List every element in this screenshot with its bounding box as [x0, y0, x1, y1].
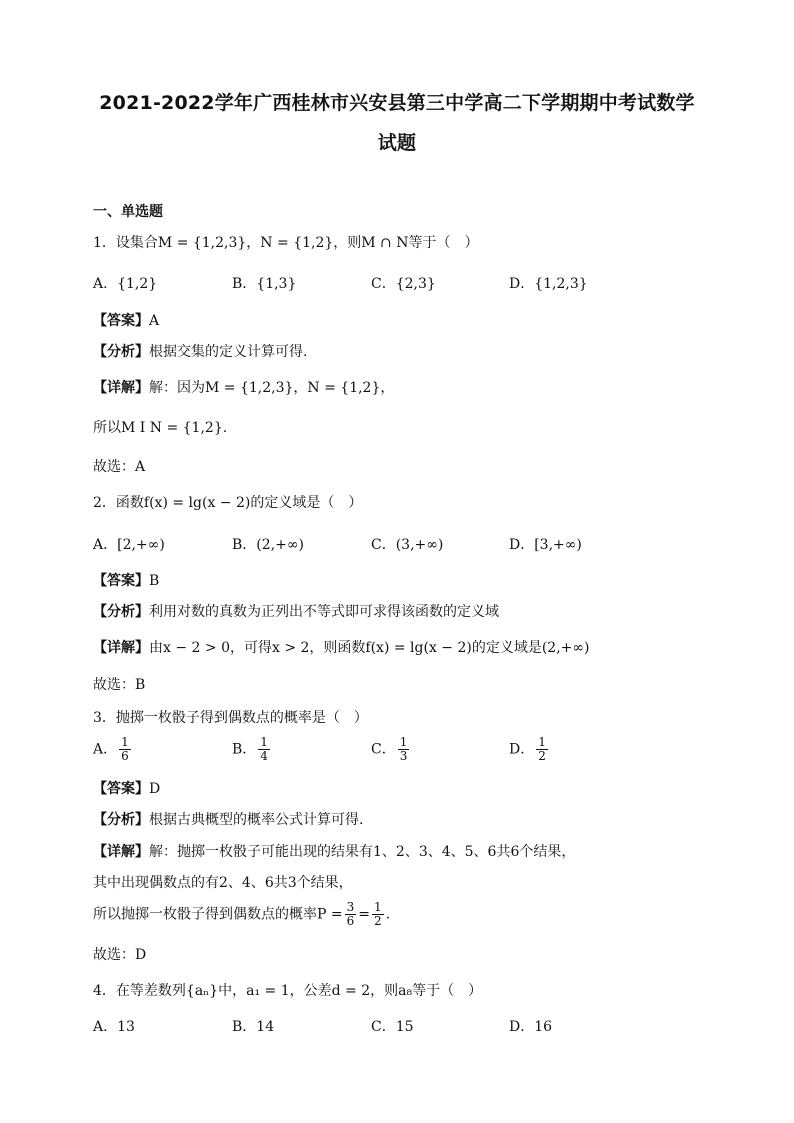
fraction-numerator: 3: [346, 900, 355, 914]
q1-answer: [93, 312, 159, 330]
fraction-numerator: 1: [121, 735, 129, 749]
q3-detail-line2: 其中出现偶数点的有2、4、6共3个结果，: [93, 875, 353, 891]
q1-option-c: C．{2,3}: [371, 276, 436, 292]
q1-option-b: B．{1,3}: [232, 276, 297, 292]
section-heading: 一、单选题: [93, 204, 163, 220]
period: .: [385, 906, 391, 923]
q3-answer: [93, 780, 160, 798]
q3-detail-line3-text: 所以抛掷一枚骰子得到偶数点的概率P =: [93, 906, 343, 923]
fraction-denominator: 2: [373, 914, 382, 928]
q1-detail-line2: 所以M I N = {1,2}.: [93, 420, 228, 436]
q2-option-a: A．[2,+∞): [93, 537, 165, 553]
q4-stem: 4．在等差数列{aₙ}中，a₁ = 1，公差d = 2，则a₈等于（ ）: [93, 983, 483, 999]
q3-option-b: [232, 736, 272, 763]
fraction: [372, 901, 384, 928]
q2-analysis: [93, 603, 499, 621]
q1-detail: [93, 379, 394, 397]
q4-option-c: C．15: [371, 1019, 414, 1035]
fraction: [536, 736, 548, 763]
q3-option-a-label: A．: [93, 741, 118, 758]
q3-option-a: [93, 736, 133, 763]
fraction: [398, 736, 410, 763]
analysis-tag: 【分析】: [93, 344, 149, 360]
q3-option-c-label: C．: [371, 741, 396, 758]
q3-detail-line3: [93, 901, 390, 928]
q3-detail-text: 解：抛掷一枚骰子可能出现的结果有1、2、3、4、5、6共6个结果，: [149, 844, 576, 860]
fraction-numerator: 1: [399, 735, 408, 749]
q3-option-d-label: D．: [509, 741, 535, 758]
q3-option-d: [509, 736, 550, 763]
q2-analysis-text: 利用对数的真数为正列出不等式即可求得该函数的定义域: [149, 604, 499, 620]
q1-analysis: [93, 343, 307, 361]
q4-option-d: D．16: [509, 1019, 553, 1035]
q1-analysis-text: 根据交集的定义计算可得.: [149, 344, 308, 360]
q3-stem: 3．抛掷一枚骰子得到偶数点的概率是（ ）: [93, 710, 368, 726]
page-title-line2: 试题: [377, 132, 417, 154]
fraction-denominator: 2: [538, 749, 546, 763]
q1-option-a: A．{1,2}: [93, 276, 158, 292]
q4-option-a: A．13: [93, 1019, 135, 1035]
fraction-numerator: 1: [260, 735, 268, 749]
q2-option-b: B．(2,+∞): [232, 537, 304, 553]
q2-stem: 2．函数f(x) = lg(x − 2)的定义域是（ ）: [93, 495, 363, 511]
q2-option-d: D．[3,+∞): [509, 537, 582, 553]
q2-detail-text: 由x − 2 > 0，可得x > 2，则函数f(x) = lg(x − 2)的定义域是(2,+∞): [149, 640, 590, 656]
q1-detail-text: 解：因为M = {1,2,3}，N = {1,2}，: [149, 380, 395, 396]
q1-answer-value: A: [149, 313, 160, 329]
fraction-denominator: 4: [260, 749, 268, 763]
analysis-tag: 【分析】: [93, 604, 149, 620]
page-title-line1: 2021-2022学年广西桂林市兴安县第三中学高二下学期期中考试数学: [99, 92, 695, 114]
analysis-tag: 【分析】: [93, 812, 149, 828]
fraction-denominator: 6: [346, 914, 355, 928]
q1-stem: 1．设集合M = {1,2,3}，N = {1,2}，则M ∩ N等于（ ）: [93, 235, 479, 251]
q2-detail: [93, 639, 590, 657]
q2-option-c: C．(3,+∞): [371, 537, 444, 553]
fraction-numerator: 1: [373, 900, 382, 914]
q3-answer-value: D: [149, 781, 161, 797]
fraction: [119, 736, 131, 763]
q3-analysis: [93, 811, 363, 829]
fraction-denominator: 6: [121, 749, 129, 763]
fraction: [258, 736, 270, 763]
q1-choose: 故选：A: [93, 459, 146, 475]
q3-detail: [93, 843, 575, 861]
q3-analysis-text: 根据古典概型的概率公式计算可得.: [149, 812, 364, 828]
answer-tag: 【答案】: [93, 313, 149, 329]
fraction: [345, 901, 357, 928]
detail-tag: 【详解】: [93, 380, 149, 396]
equals-sign: =: [358, 906, 370, 923]
detail-tag: 【详解】: [93, 640, 149, 656]
answer-tag: 【答案】: [93, 573, 149, 589]
q3-choose: 故选：D: [93, 947, 147, 963]
q3-option-c: [371, 736, 411, 763]
q4-option-b: B．14: [232, 1019, 275, 1035]
fraction-denominator: 3: [399, 749, 408, 763]
q2-answer-value: B: [149, 573, 160, 589]
q3-option-b-label: B．: [232, 741, 257, 758]
fraction-numerator: 1: [538, 735, 546, 749]
q2-answer: [93, 572, 159, 590]
q1-option-d: D．{1,2,3}: [509, 276, 588, 292]
detail-tag: 【详解】: [93, 844, 149, 860]
answer-tag: 【答案】: [93, 781, 149, 797]
q2-choose: 故选：B: [93, 677, 146, 693]
